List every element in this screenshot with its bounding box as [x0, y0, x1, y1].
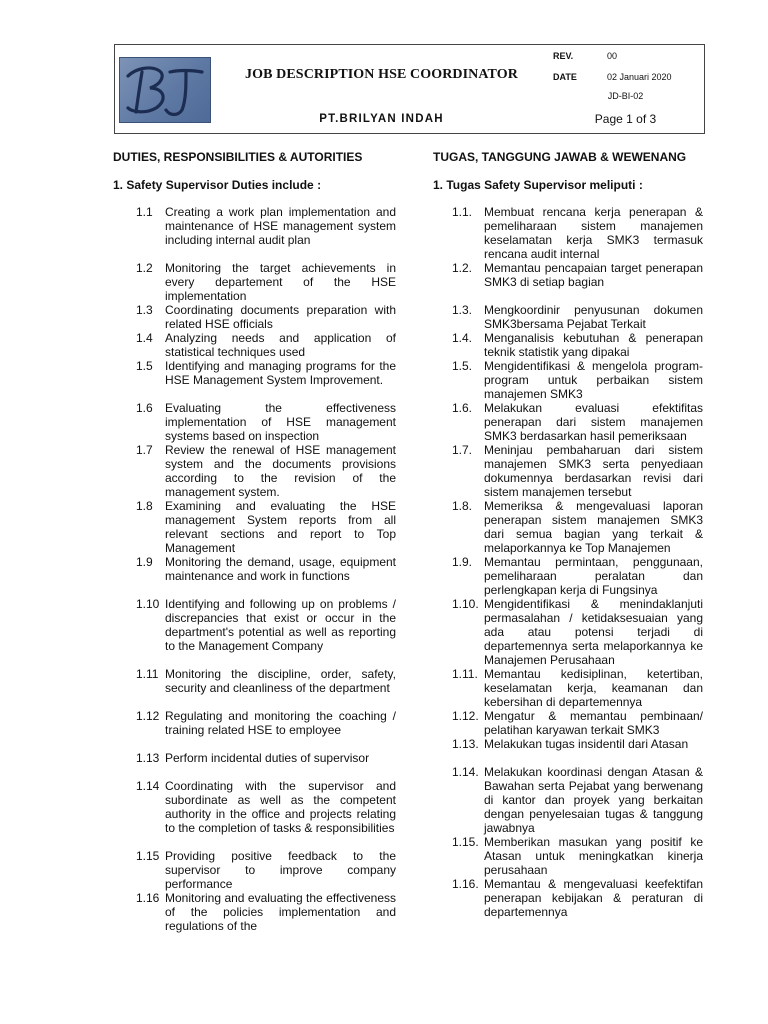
list-item — [113, 444, 396, 500]
item-text: Meninjau pembaharuan dari sistem manajemen SMK3 serta penyediaan dokumennya berdasarkan revisi dari sistem manajemen tersebut — [484, 443, 703, 499]
list-item — [433, 444, 703, 500]
list-item — [113, 500, 396, 556]
item-number: 1.4. — [452, 331, 473, 345]
company-cell — [216, 105, 547, 133]
list-item — [113, 780, 396, 836]
rev-value: 00 — [607, 50, 618, 61]
item-number: 1.12 — [136, 709, 160, 723]
page-cell — [547, 105, 704, 133]
item-text: Review the renewal of HSE management system and the documents provisions according to the revision of the management system. — [165, 443, 396, 499]
list-item — [113, 402, 396, 444]
list-item — [433, 262, 703, 290]
item-text: Memberikan masukan yang positif ke Atasan untuk meningkatkan kinerja perusahaan — [484, 835, 703, 877]
item-number: 1.1. — [452, 205, 473, 219]
list-item — [433, 766, 703, 836]
item-number: 1.10. — [452, 597, 479, 611]
company-name: PT.BRILYAN INDAH — [319, 113, 444, 125]
item-number: 1.2 — [136, 261, 153, 275]
item-text: Mengatur & memantau pembinaan/ pelatihan karyawan terkait SMK3 — [484, 709, 703, 737]
item-text: Memeriksa & mengevaluasi laporan penerapan sistem manajemen SMK3 dari semua bagian yang terkait & melaporkannya ke Top Manajemen — [484, 499, 703, 555]
item-text: Memantau permintaan, penggunaan, pemeliharaan peralatan dan perlengkapan kerja di Fungsinya — [484, 555, 703, 597]
item-text: Monitoring and evaluating the effectiveness of the policies implementation and regulations of the — [165, 891, 396, 933]
item-text: Memantau & mengevaluasi keefektifan penerapan kebijakan & peraturan di departemennya — [484, 877, 703, 919]
item-text: Analyzing needs and application of statistical techniques used — [165, 331, 396, 359]
list-item — [113, 598, 396, 654]
item-text: Melakukan evaluasi efektifitas penerapan dari sistem manajemen SMK3 berdasarkan hasil pemeriksaan — [484, 401, 703, 443]
item-number: 1.6 — [136, 401, 153, 415]
item-number: 1.5 — [136, 359, 153, 373]
item-text: Mengidentifikasi & menindaklanjuti permasalahan / ketidaksesuaian yang ada atau potensi terjadi di departemennya serta melaporkannya ke Manajemen Perusahaan — [484, 597, 703, 667]
doc-number-cell — [547, 87, 704, 105]
list-item — [433, 836, 703, 878]
item-text: Memantau pencapaian target penerapan SMK3 di setiap bagian — [484, 261, 703, 289]
list-item — [433, 738, 703, 752]
document-header-table — [114, 44, 705, 134]
item-number: 1.15. — [452, 835, 479, 849]
item-number: 1.11. — [452, 667, 478, 681]
item-number: 1.4 — [136, 331, 153, 345]
list-item — [113, 752, 396, 766]
item-number: 1.8 — [136, 499, 153, 513]
list-item — [433, 598, 703, 668]
document-title: JOB DESCRIPTION HSE COORDINATOR — [245, 67, 518, 82]
item-text: Monitoring the demand, usage, equipment maintenance and work in functions — [165, 555, 396, 583]
item-number: 1.13. — [452, 737, 479, 751]
item-text: Regulating and monitoring the coaching / training related HSE to employee — [165, 709, 396, 737]
logo-cell — [115, 45, 216, 133]
list-item — [113, 668, 396, 696]
list-item — [433, 206, 703, 262]
logo-bi-mark — [120, 58, 210, 122]
item-text: Membuat rencana kerja penerapan & pemeliharaan sistem manajemen keselamatan kerja SMK3 termasuk rencana audit internal — [484, 205, 703, 261]
item-number: 1.8. — [452, 499, 473, 513]
item-number: 1.16. — [452, 877, 479, 891]
item-text: Providing positive feedback to the supervisor to improve company performance — [165, 849, 396, 891]
doc-number: JD-BI-02 — [607, 91, 644, 101]
item-number: 1.16 — [136, 891, 160, 905]
list-item — [113, 710, 396, 738]
english-subheading: 1. Safety Supervisor Duties include : — [113, 178, 322, 192]
list-item — [433, 360, 703, 402]
list-item — [433, 332, 703, 360]
indonesian-heading: TUGAS, TANGGUNG JAWAB & WEWENANG — [433, 150, 687, 164]
item-number: 1.1 — [136, 205, 153, 219]
list-item — [433, 500, 703, 556]
item-text: Mengidentifikasi & mengelola program-program untuk perbaikan sistem manajemen SMK3 — [484, 359, 703, 401]
list-item — [113, 850, 396, 892]
item-number: 1.12. — [452, 709, 479, 723]
item-number: 1.9 — [136, 555, 153, 569]
list-item — [433, 402, 703, 444]
date-value: 02 Januari 2020 — [607, 71, 672, 82]
item-number: 1.11 — [136, 667, 159, 681]
item-number: 1.14. — [452, 765, 479, 779]
list-item — [433, 304, 703, 332]
item-number: 1.2. — [452, 261, 473, 275]
item-text: Coordinating documents preparation with related HSE officials — [165, 303, 396, 331]
item-text: Melakukan koordinasi dengan Atasan & Bawahan serta Pejabat yang berwenang di kantor dan proyek yang berkaitan dengan penyelesaian tugas & tanggung jawabnya — [484, 765, 703, 835]
list-item — [113, 556, 396, 584]
item-number: 1.6. — [452, 401, 473, 415]
item-number: 1.15 — [136, 849, 160, 863]
item-number: 1.7 — [136, 443, 153, 457]
company-logo — [119, 57, 211, 123]
list-item — [113, 360, 396, 388]
english-heading: DUTIES, RESPONSIBILITIES & AUTORITIES — [113, 150, 363, 164]
item-number: 1.13 — [136, 751, 160, 765]
indonesian-subheading: 1. Tugas Safety Supervisor meliputi : — [433, 178, 643, 192]
list-item — [113, 332, 396, 360]
item-text: Monitoring the discipline, order, safety, security and cleanliness of the department — [165, 667, 396, 695]
title-cell — [216, 45, 547, 105]
item-text: Mengkoordinir penyusunan dokumen SMK3bersama Pejabat Terkait — [484, 303, 703, 331]
item-number: 1.14 — [136, 779, 160, 793]
item-text: Identifying and managing programs for the HSE Management System Improvement. — [165, 359, 396, 387]
list-item — [433, 668, 703, 710]
item-number: 1.10 — [136, 597, 160, 611]
item-number: 1.7. — [452, 443, 473, 457]
item-text: Melakukan tugas insidentil dari Atasan — [484, 737, 689, 751]
list-item — [113, 304, 396, 332]
date-label: DATE — [553, 71, 577, 82]
item-text: Coordinating with the supervisor and subordinate as well as the competent authority in the office and projects relating to the completion of tasks & responsibilities — [165, 779, 396, 835]
item-number: 1.5. — [452, 359, 473, 373]
item-text: Monitoring the target achievements in every departement of the HSE implementation — [165, 261, 396, 303]
item-text: Identifying and following up on problems / discrepancies that exist or occur in the department's potential as well as reporting to the Management Company — [165, 597, 396, 653]
list-item — [113, 892, 396, 934]
item-number: 1.3 — [136, 303, 153, 317]
item-text: Examining and evaluating the HSE management System reports from all relevant sections and report to Top Management — [165, 499, 396, 555]
item-text: Memantau kedisiplinan, ketertiban, keselamatan kerja, keamanan dan kebersihan di departemennya — [484, 667, 703, 709]
list-item — [433, 710, 703, 738]
rev-label: REV. — [553, 50, 574, 61]
item-text: Perform incidental duties of supervisor — [165, 751, 370, 765]
list-item — [433, 878, 703, 920]
item-text: Menganalisis kebutuhan & penerapan teknik statistik yang dipakai — [484, 331, 703, 359]
list-item — [113, 262, 396, 304]
page-number: Page 1 of 3 — [594, 112, 657, 126]
item-number: 1.3. — [452, 303, 473, 317]
item-text: Evaluating the effectiveness implementation of HSE management systems based on inspection — [165, 401, 396, 443]
list-item — [113, 206, 396, 248]
list-item — [433, 556, 703, 598]
item-text: Creating a work plan implementation and maintenance of HSE management system including internal audit plan — [165, 205, 396, 247]
item-number: 1.9. — [452, 555, 473, 569]
